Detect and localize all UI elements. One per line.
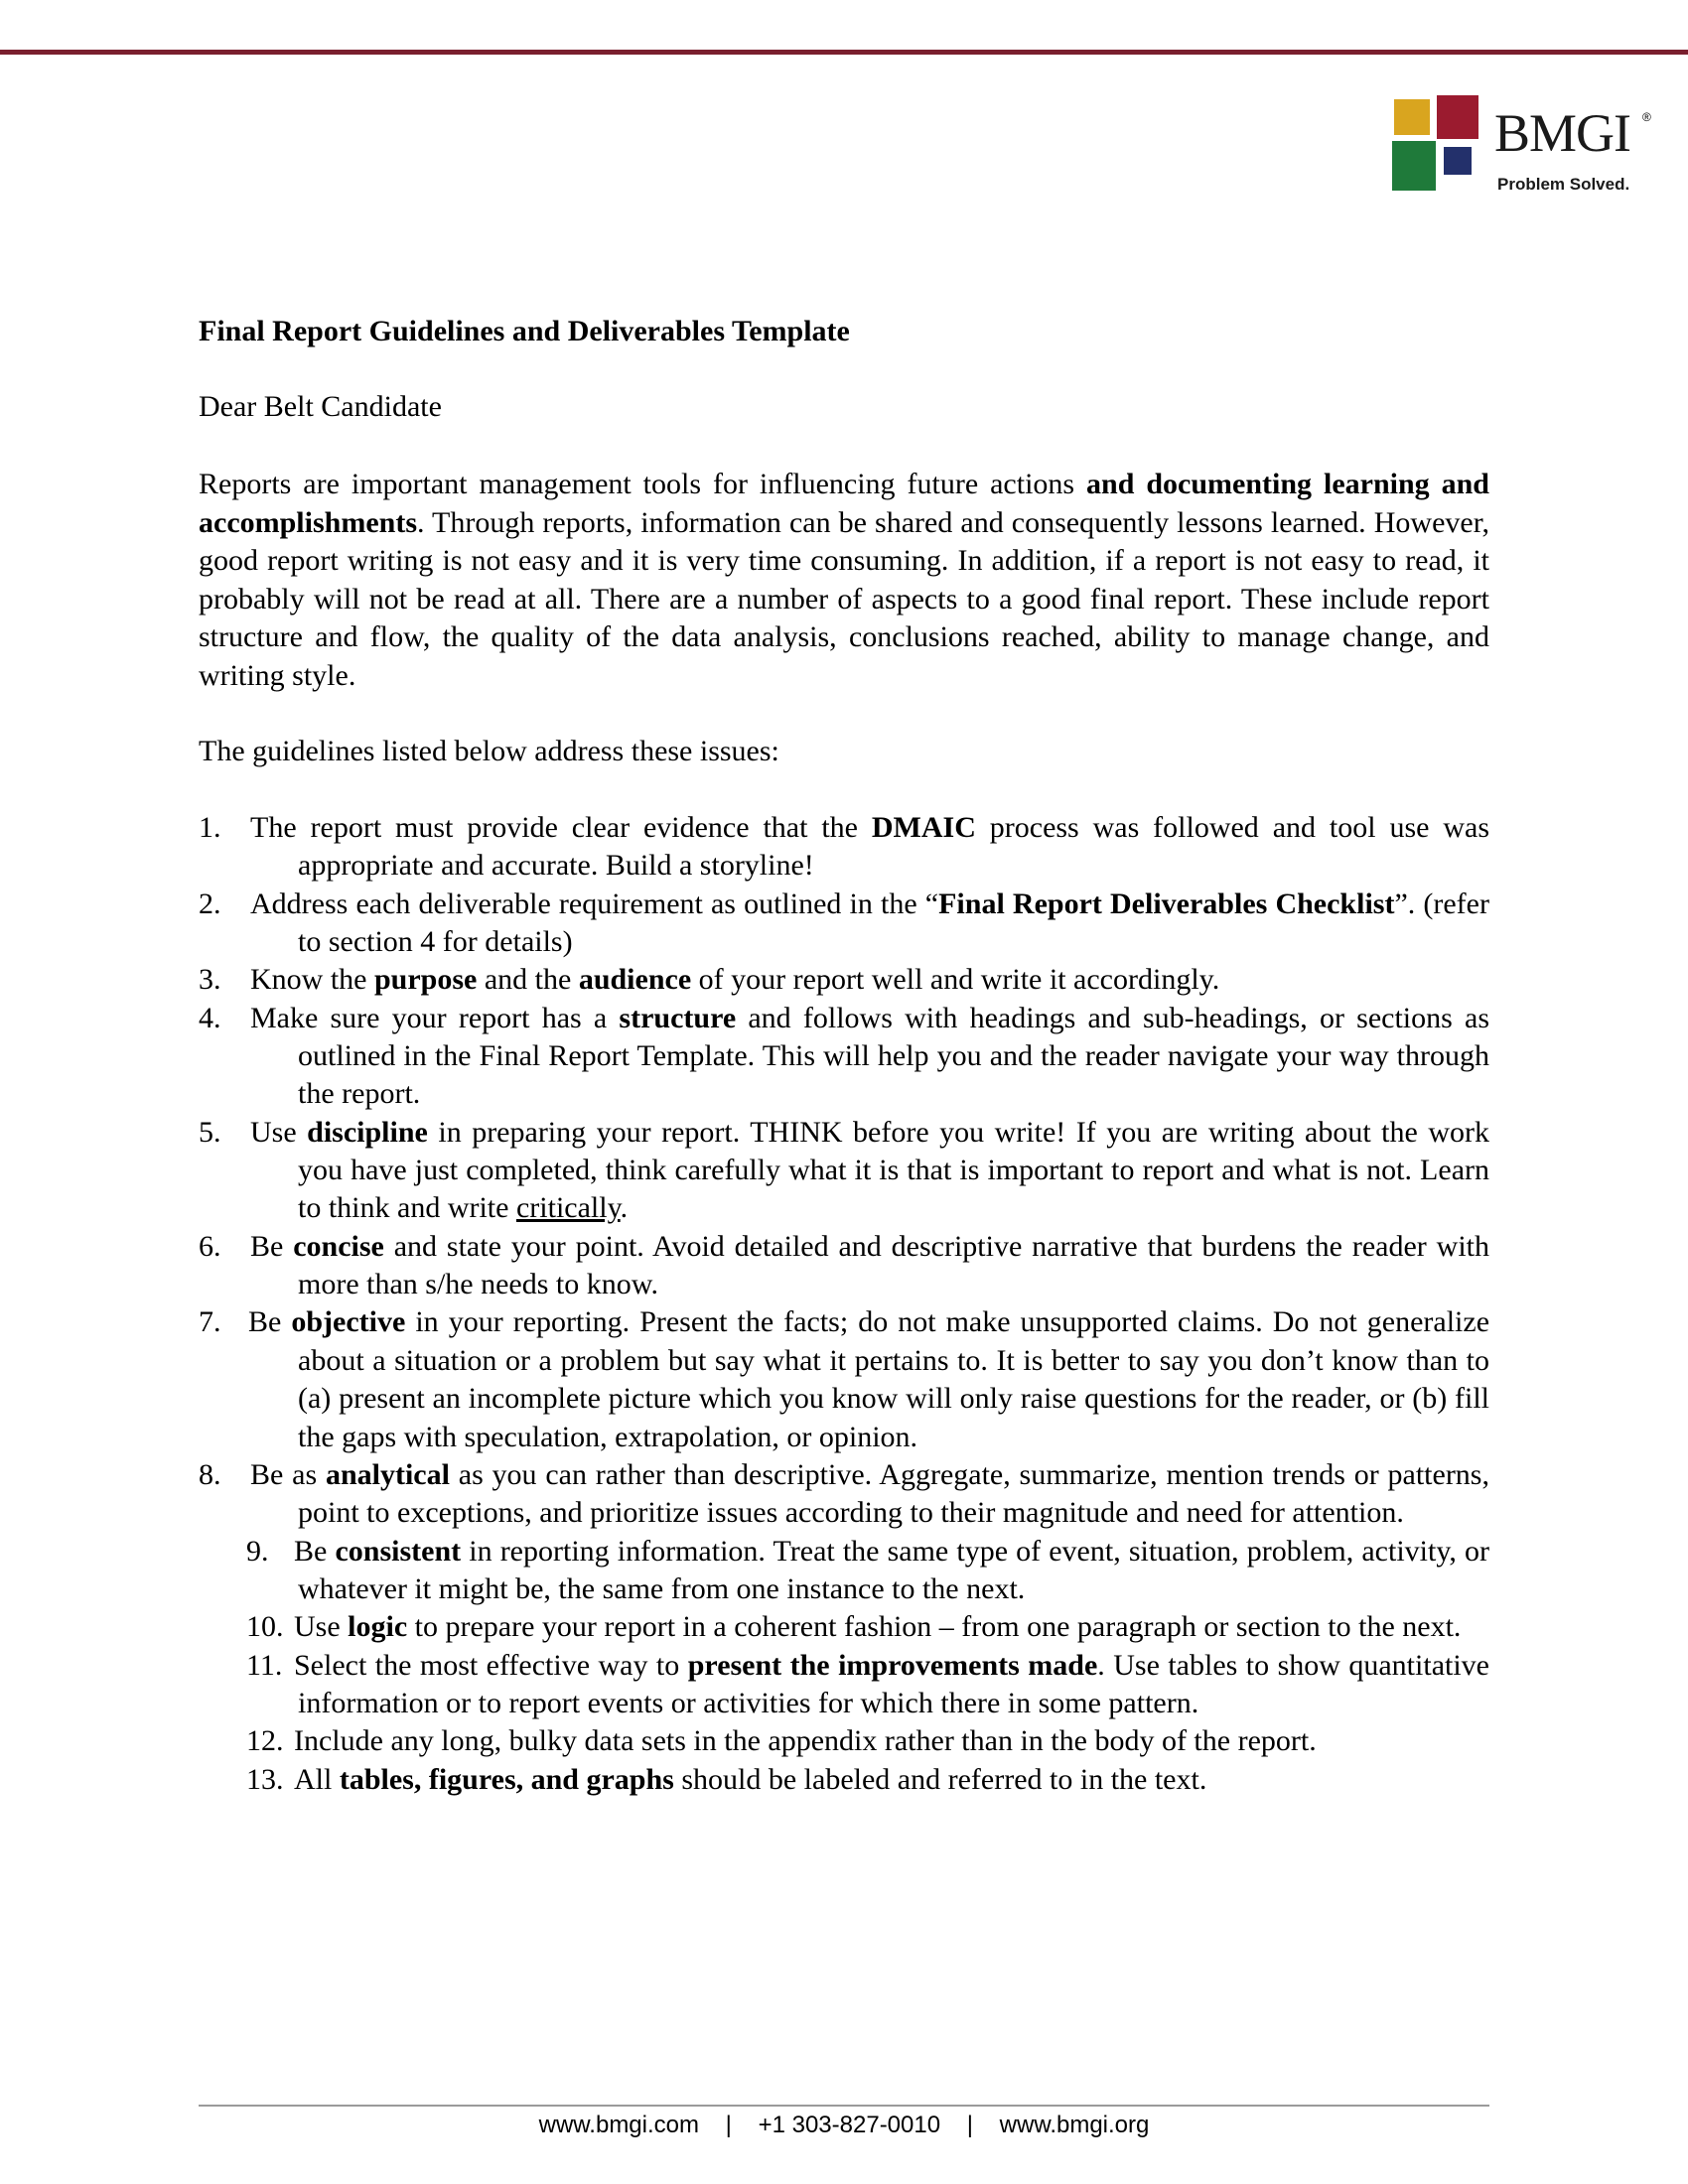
guideline-item-11 [199,1647,1489,1723]
logo-tagline: Problem Solved. [1497,175,1630,194]
guideline-list [199,809,1489,1799]
guideline-text: Be [294,1534,336,1568]
guideline-text: Include any long, bulky data sets in the appendix rather than in the body of the report. [294,1724,1317,1758]
guideline-text: Be [250,1229,294,1263]
footer-phone: +1 303-827-0010 [758,2112,941,2138]
guideline-text: All [294,1762,340,1796]
logo-wordmark: BMGI [1494,103,1631,163]
guideline-bold-text: concise [293,1229,384,1263]
logo-registered-mark: ® [1642,110,1651,124]
header-rule [0,50,1688,55]
logo-square-blue [1444,147,1472,175]
guideline-bold-text: audience [578,963,692,997]
guideline-text: in preparing your report. THINK before you write! If you are writing about the work you have just completed, think carefully what it is that is important to report and what is not. Learn to think and write [298,1115,1489,1225]
guideline-item-12 [199,1722,1489,1760]
guideline-bold-text: analytical [325,1457,450,1491]
guideline-bold-text: structure [619,1001,737,1034]
guideline-item-1 [199,809,1489,886]
footer-separator: | [966,2112,973,2138]
guideline-text: Use [294,1610,349,1644]
intro-text-2: . Through reports, information can be shared and consequently lessons learned. However, good report writing is not easy and it is very time consuming. In addition, if a report is not easy to read, it probably will not be read at all. There are a number of aspects to a good final report. These include report structure and flow, the quality of the data analysis, conclusions reached, ability to manage change, and writing style. [199,505,1489,692]
guideline-text: and follows with headings and sub-headings, or sections as outlined in the Final Report Template. This will help you and the reader navigate your way through the report. [298,1001,1490,1111]
guideline-text: Be as [250,1457,326,1491]
logo-square-yellow [1394,99,1430,135]
guideline-text: in your reporting. Present the facts; do not make unsupported claims. Do not generalize about a situation or a problem but say what it pertains to. It is better to say you don’t know than to (a) present an incomplete picture which you know will only raise questions for the reader, or (b) fill the gaps with speculation, extrapolation, or opinion. [298,1305,1490,1453]
bmgi-logo [1392,95,1660,203]
footer-website-link[interactable]: www.bmgi.com [538,2112,699,2138]
document-title: Final Report Guidelines and Deliverables Template [199,315,850,347]
guideline-text: and state your point. Avoid detailed and descriptive narrative that burdens the reader with more than s/he needs to know. [298,1229,1489,1301]
guideline-text: Select the most effective way to [294,1648,688,1682]
guideline-text: as you can rather than descriptive. Aggregate, summarize, mention trends or patterns, point to exceptions, and prioritize issues according to their magnitude and need for attention. [298,1457,1489,1530]
guideline-number: 5. [199,1115,221,1149]
logo-squares-icon [1392,95,1483,193]
guideline-bold-text: tables, figures, and graphs [339,1762,674,1796]
guideline-text: process was followed and tool use was appropriate and accurate. Build a storyline! [298,811,1489,883]
guideline-text: in reporting information. Treat the same type of event, situation, problem, activity, or whatever it might be, the same from one instance to the next. [298,1534,1489,1605]
guideline-item-3 [199,961,1489,999]
guideline-item-6 [199,1228,1489,1304]
logo-square-red [1437,95,1478,139]
guideline-number: 13. [246,1762,284,1796]
guideline-text: The report must provide clear evidence that the [250,811,872,844]
guideline-text: ”. (refer to section 4 for details) [298,887,1489,959]
salutation: Dear Belt Candidate [199,390,442,423]
guideline-number: 9. [246,1534,269,1568]
guideline-text: should be labeled and referred to in the text. [673,1762,1207,1796]
guideline-text: to prepare your report in a coherent fashion – from one paragraph or section to the next. [407,1610,1462,1644]
guideline-number: 1. [199,811,221,844]
guideline-text: Be [248,1305,292,1339]
guideline-text: . Use tables to show quantitative information or to report events or activities for which there in some pattern. [298,1648,1489,1719]
intro-text-1: Reports are important management tools for influencing future actions [199,468,1087,500]
guideline-item-10 [199,1608,1489,1646]
guideline-bold-text: DMAIC [871,811,976,844]
guideline-number: 11. [246,1648,283,1682]
guideline-text: and the [477,963,579,997]
guideline-number: 10. [246,1610,284,1644]
guideline-text: Know the [250,963,374,997]
guideline-bold-text: objective [291,1305,406,1339]
guideline-text: Address each deliverable requirement as outlined in the “ [250,887,939,920]
guideline-number: 6. [199,1229,221,1263]
guideline-item-7 [199,1303,1489,1455]
guideline-item-9 [199,1533,1489,1609]
guideline-number: 8. [199,1457,221,1491]
guideline-text: Make sure your report has a [250,1001,620,1034]
guideline-bold-text: logic [348,1610,408,1644]
guideline-item-13 [199,1761,1489,1799]
guideline-bold-text: discipline [307,1115,428,1149]
footer-separator: | [725,2112,732,2138]
guideline-number: 12. [246,1724,284,1758]
guideline-text: . [620,1191,629,1225]
guideline-item-2 [199,886,1489,962]
intro-paragraph [199,466,1489,695]
guideline-number: 2. [199,887,221,920]
guideline-item-4 [199,1000,1489,1114]
guideline-text: of your report well and write it accordingly. [691,963,1220,997]
guideline-number: 3. [199,963,221,997]
guideline-item-5 [199,1114,1489,1228]
guideline-number: 4. [199,1001,221,1034]
page-footer [199,2111,1489,2140]
guideline-text: Use [250,1115,308,1149]
footer-website-org-link[interactable]: www.bmgi.org [999,2112,1150,2138]
guideline-underlined-text: critically [515,1191,621,1225]
guideline-bold-text: purpose [373,963,478,997]
guideline-bold-text: Final Report Deliverables Checklist [938,887,1395,920]
guideline-item-8 [199,1456,1489,1533]
guidelines-lead: The guidelines listed below address these issues: [199,735,779,767]
guideline-number: 7. [199,1305,221,1339]
guideline-bold-text: consistent [335,1534,462,1568]
footer-rule [199,2105,1489,2107]
guideline-bold-text: present the improvements made [687,1648,1098,1682]
logo-square-green [1392,141,1436,191]
intro-bold-text: and documenting learning and accomplishments [199,468,1489,539]
